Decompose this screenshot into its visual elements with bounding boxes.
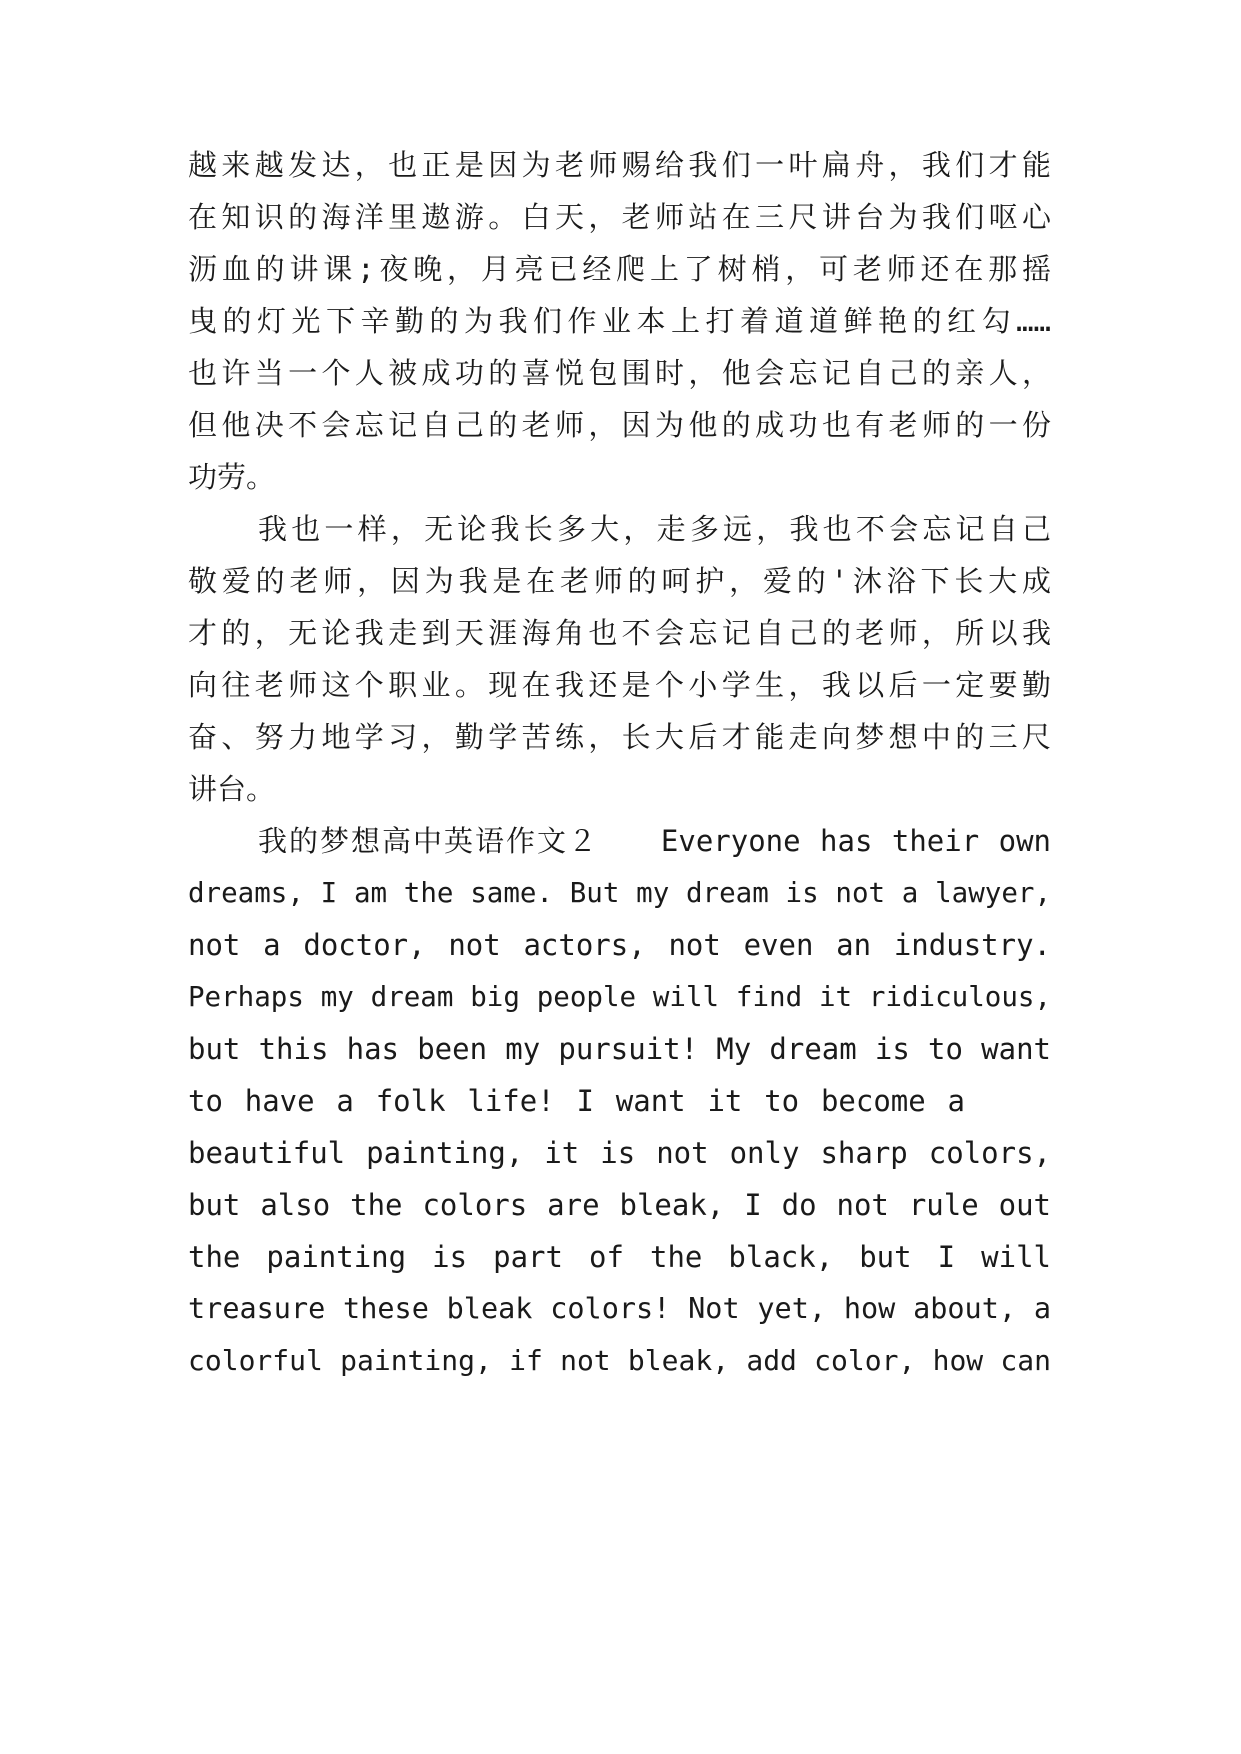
text-line: the painting is part of the black, but I will [188,1240,1051,1274]
text-line: dreams, I am the same. But my dream is not a lawyer, [188,877,1051,909]
text-line: 讲台。 [188,772,276,806]
text-line: 敬爱的老师，因为我是在老师的呵护，爱的'沐浴下长大成 [188,564,1051,598]
text-line: to have a folk life! I want it to become a [188,1084,965,1118]
text-line: 越来越发达，也正是因为老师赐给我们一叶扁舟，我们才能 [188,148,1051,182]
text-line: colorful painting, if not bleak, add color, how can [188,1344,1051,1377]
text-line: but also the colors are bleak, I do not rule out [188,1188,1051,1222]
text-line: 沥血的讲课;夜晚，月亮已经爬上了树梢，可老师还在那摇 [188,252,1051,286]
text-line: 向往老师这个职业。现在我还是个小学生，我以后一定要勤 [188,668,1051,702]
text-line: 也许当一个人被成功的喜悦包围时，他会忘记自己的亲人， [188,356,1051,390]
paragraph-first-line: 我也一样，无论我长多大，走多远，我也不会忘记自己 [258,512,1051,546]
text-line: but this has been my pursuit! My dream is to want [188,1032,1051,1066]
text-line: 曳的灯光下辛勤的为我们作业本上打着道道鲜艳的红勾…… [188,304,1051,338]
text-line: beautiful painting, it is not only sharp colors, [188,1136,1051,1170]
text-line: treasure these bleak colors! Not yet, how about, a [188,1292,1051,1325]
text-line: Perhaps my dream big people will find it ridiculous, [188,981,1051,1013]
text-line: 但他决不会忘记自己的老师，因为他的成功也有老师的一份 [188,408,1051,442]
text-line: 功劳。 [188,460,276,494]
text-line: not a doctor, not actors, not even an industry. [188,928,1051,962]
text-line: 在知识的海洋里遨游。白天，老师站在三尺讲台为我们呕心 [188,200,1051,234]
paragraph-first-line: 我的梦想高中英语作文２ Everyone has their own [258,824,1051,858]
text-line: 奋、努力地学习，勤学苦练，长大后才能走向梦想中的三尺 [188,720,1051,754]
text-line: 才的，无论我走到天涯海角也不会忘记自己的老师，所以我 [188,616,1051,650]
